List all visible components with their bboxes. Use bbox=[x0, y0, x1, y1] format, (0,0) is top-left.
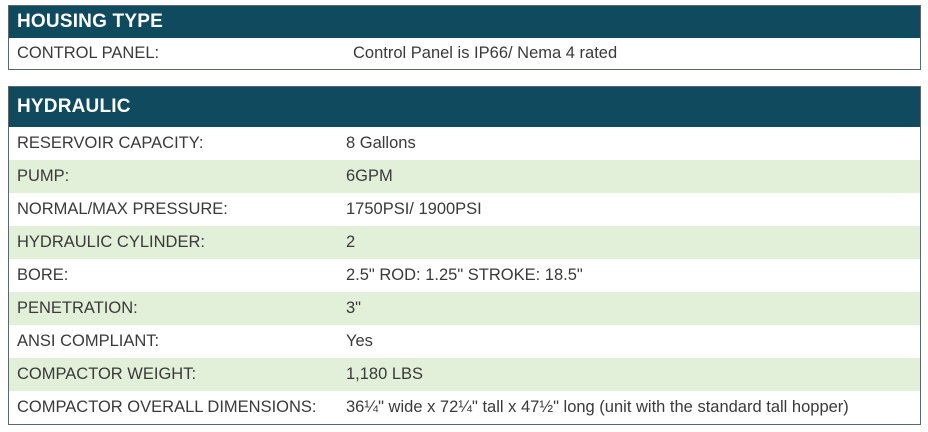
spec-label: CONTROL PANEL: bbox=[17, 44, 160, 62]
spec-label: NORMAL/MAX PRESSURE: bbox=[17, 200, 228, 218]
spec-value: 3" bbox=[346, 299, 362, 317]
spec-value: 6GPM bbox=[346, 167, 393, 185]
spec-row-compactor-weight bbox=[9, 358, 920, 391]
spec-label: ANSI COMPLIANT: bbox=[17, 332, 160, 350]
spec-value: Control Panel is IP66/ Nema 4 rated bbox=[353, 44, 618, 62]
spec-row-ansi-compliant bbox=[9, 325, 920, 358]
spec-row-penetration bbox=[9, 292, 920, 325]
spec-value: 1750PSI/ 1900PSI bbox=[346, 200, 482, 218]
spec-label: COMPACTOR OVERALL DIMENSIONS: bbox=[17, 398, 317, 416]
spec-value: Yes bbox=[346, 332, 373, 350]
housing-type-header: HOUSING TYPE bbox=[9, 6, 920, 38]
spec-row-overall-dimensions bbox=[9, 391, 920, 424]
spec-row-reservoir-capacity bbox=[9, 127, 920, 160]
spec-row-pressure bbox=[9, 193, 920, 226]
spec-row-control-panel bbox=[9, 38, 920, 69]
spec-label: PUMP: bbox=[17, 167, 70, 185]
hydraulic-header: HYDRAULIC bbox=[9, 87, 920, 127]
spec-label: BORE: bbox=[17, 266, 69, 284]
spec-row-bore bbox=[9, 259, 920, 292]
spec-label: RESERVOIR CAPACITY: bbox=[17, 134, 204, 152]
hydraulic-table bbox=[8, 86, 921, 425]
spec-value: 1,180 LBS bbox=[346, 365, 424, 383]
spec-value: 36¼" wide x 72¼" tall x 47½" long (unit with the standard tall hopper) bbox=[346, 398, 849, 416]
spec-label: COMPACTOR WEIGHT: bbox=[17, 365, 197, 383]
spec-label: HYDRAULIC CYLINDER: bbox=[17, 233, 205, 251]
spec-value: 2 bbox=[346, 233, 356, 251]
spec-row-pump bbox=[9, 160, 920, 193]
spec-label: PENETRATION: bbox=[17, 299, 138, 317]
housing-type-table bbox=[8, 5, 921, 70]
spec-row-hydraulic-cylinder bbox=[9, 226, 920, 259]
spec-value: 8 Gallons bbox=[346, 134, 416, 152]
spec-value: 2.5" ROD: 1.25" STROKE: 18.5" bbox=[346, 266, 583, 284]
